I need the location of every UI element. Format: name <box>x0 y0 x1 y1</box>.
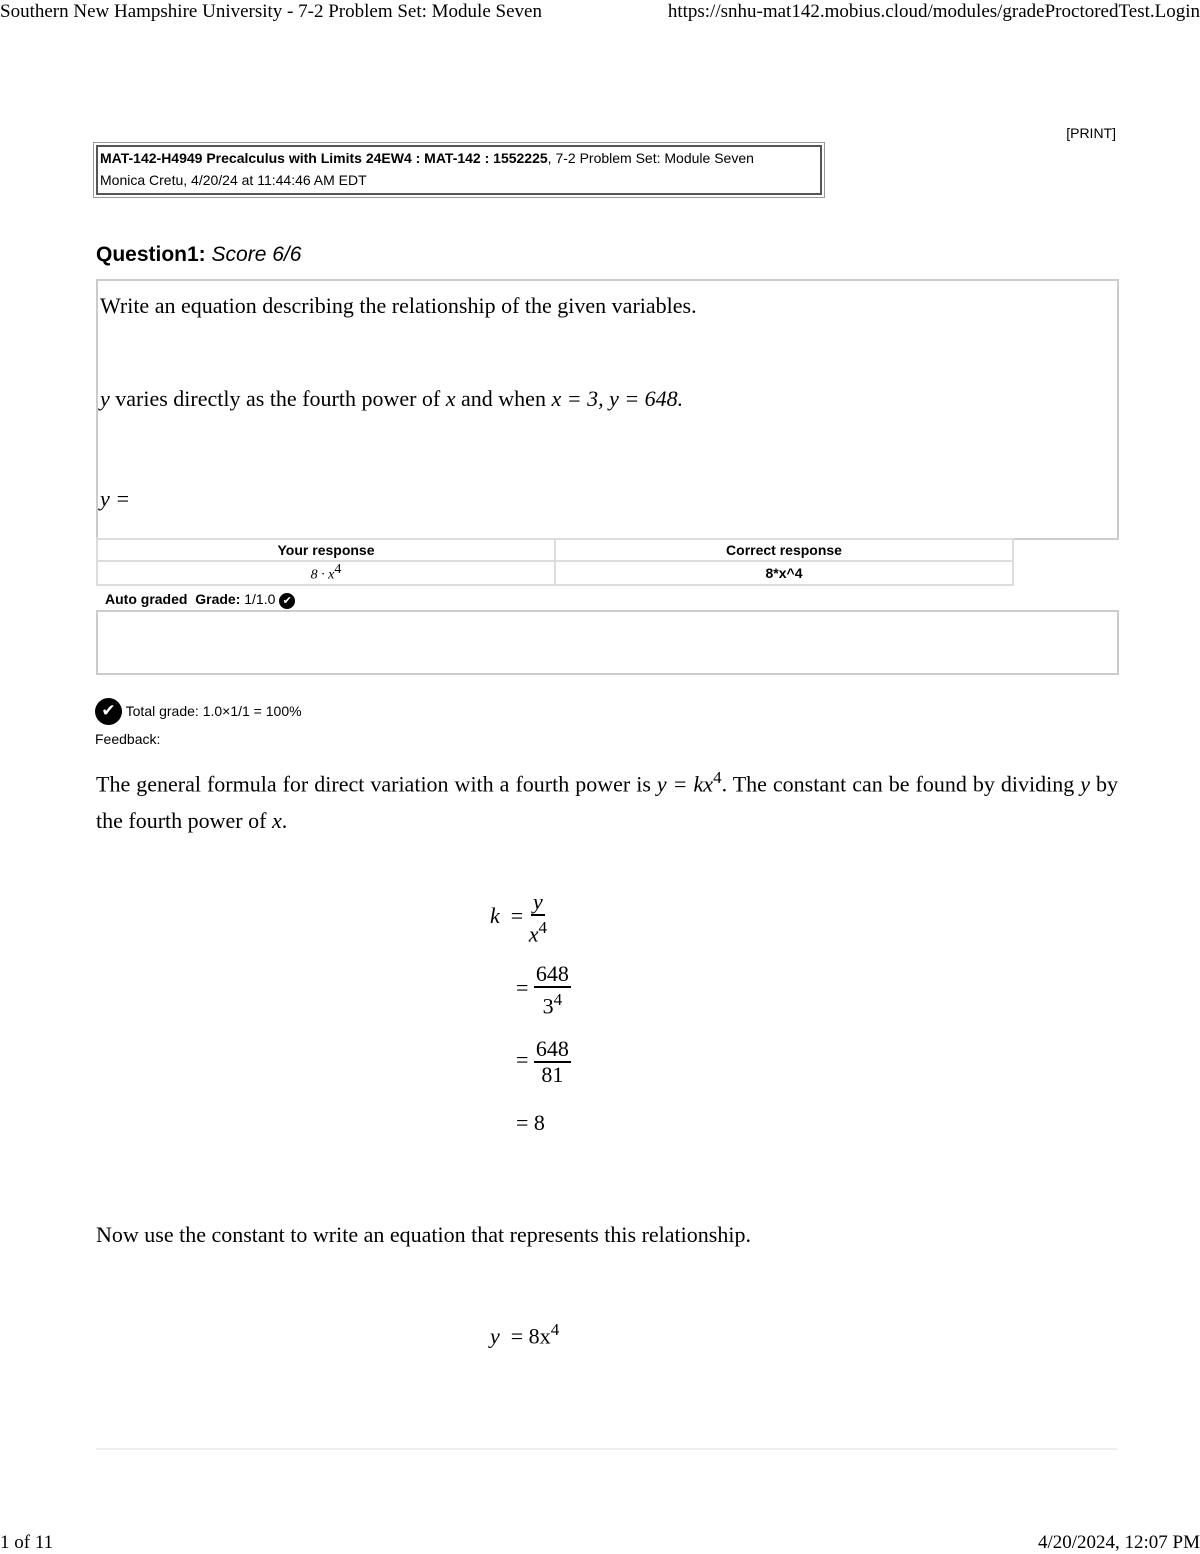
question-label: Question1: <box>96 243 206 266</box>
page-number: 1 of 11 <box>0 1532 54 1553</box>
divider <box>96 1448 1117 1450</box>
question-prompt: Write an equation describing the relationship of the given variables. <box>100 293 697 318</box>
your-response-value: $8 \cdot x^4$ <box>97 561 555 585</box>
feedback-label: Feedback: <box>95 731 161 747</box>
question-score: Score 6/6 <box>211 243 302 266</box>
student-info: Monica Cretu, 4/20/24 at 11:44:46 AM EDT <box>100 172 367 188</box>
print-datetime: 4/20/2024, 12:07 PM <box>1037 1532 1200 1553</box>
your-response-header: Your response <box>277 542 375 558</box>
comment-box <box>96 610 1119 675</box>
correct-response-value: 8*x^4 <box>765 564 803 581</box>
course-name: MAT-142-H4949 Precalculus with Limits 24EW4 : MAT-142 : 1552225 <box>100 150 548 166</box>
question-heading <box>96 243 301 267</box>
feedback-conclusion: Now use the constant to write an equation that represents this relationship. <box>96 1222 751 1247</box>
grading-line: Auto graded Grade: 1/1.0 ✔ <box>105 591 295 609</box>
total-grade: ✔ Total grade: 1.0×1/1 = 100% <box>95 698 302 725</box>
feedback-paragraph: The general formula for direct variation with a fourth power is $y = kx^4$. The constant can be found by dividing y by the fourth power of x. <box>96 768 1119 834</box>
page-url: https://snhu-mat142.mobius.cloud/modules/gradeProctoredTest.Login <box>667 1 1200 22</box>
assignment-name: , 7-2 Problem Set: Module Seven <box>547 150 754 166</box>
check-circle-icon: ✔ <box>95 698 122 725</box>
question-box <box>96 279 1119 540</box>
answer-prefix: y = <box>100 486 131 511</box>
print-link[interactable]: [PRINT] <box>1066 125 1116 141</box>
assignment-info-box <box>96 145 822 195</box>
correct-response-header: Correct response <box>726 542 842 558</box>
question-statement: y varies directly as the fourth power of x and when x = 3, y = 648. <box>100 386 684 411</box>
final-equation: $y = 8x^4$ <box>490 1320 560 1349</box>
document-title: Southern New Hampshire University - 7-2 Problem Set: Module Seven <box>0 1 542 22</box>
check-icon: ✔ <box>279 593 295 609</box>
response-table <box>96 538 1014 586</box>
